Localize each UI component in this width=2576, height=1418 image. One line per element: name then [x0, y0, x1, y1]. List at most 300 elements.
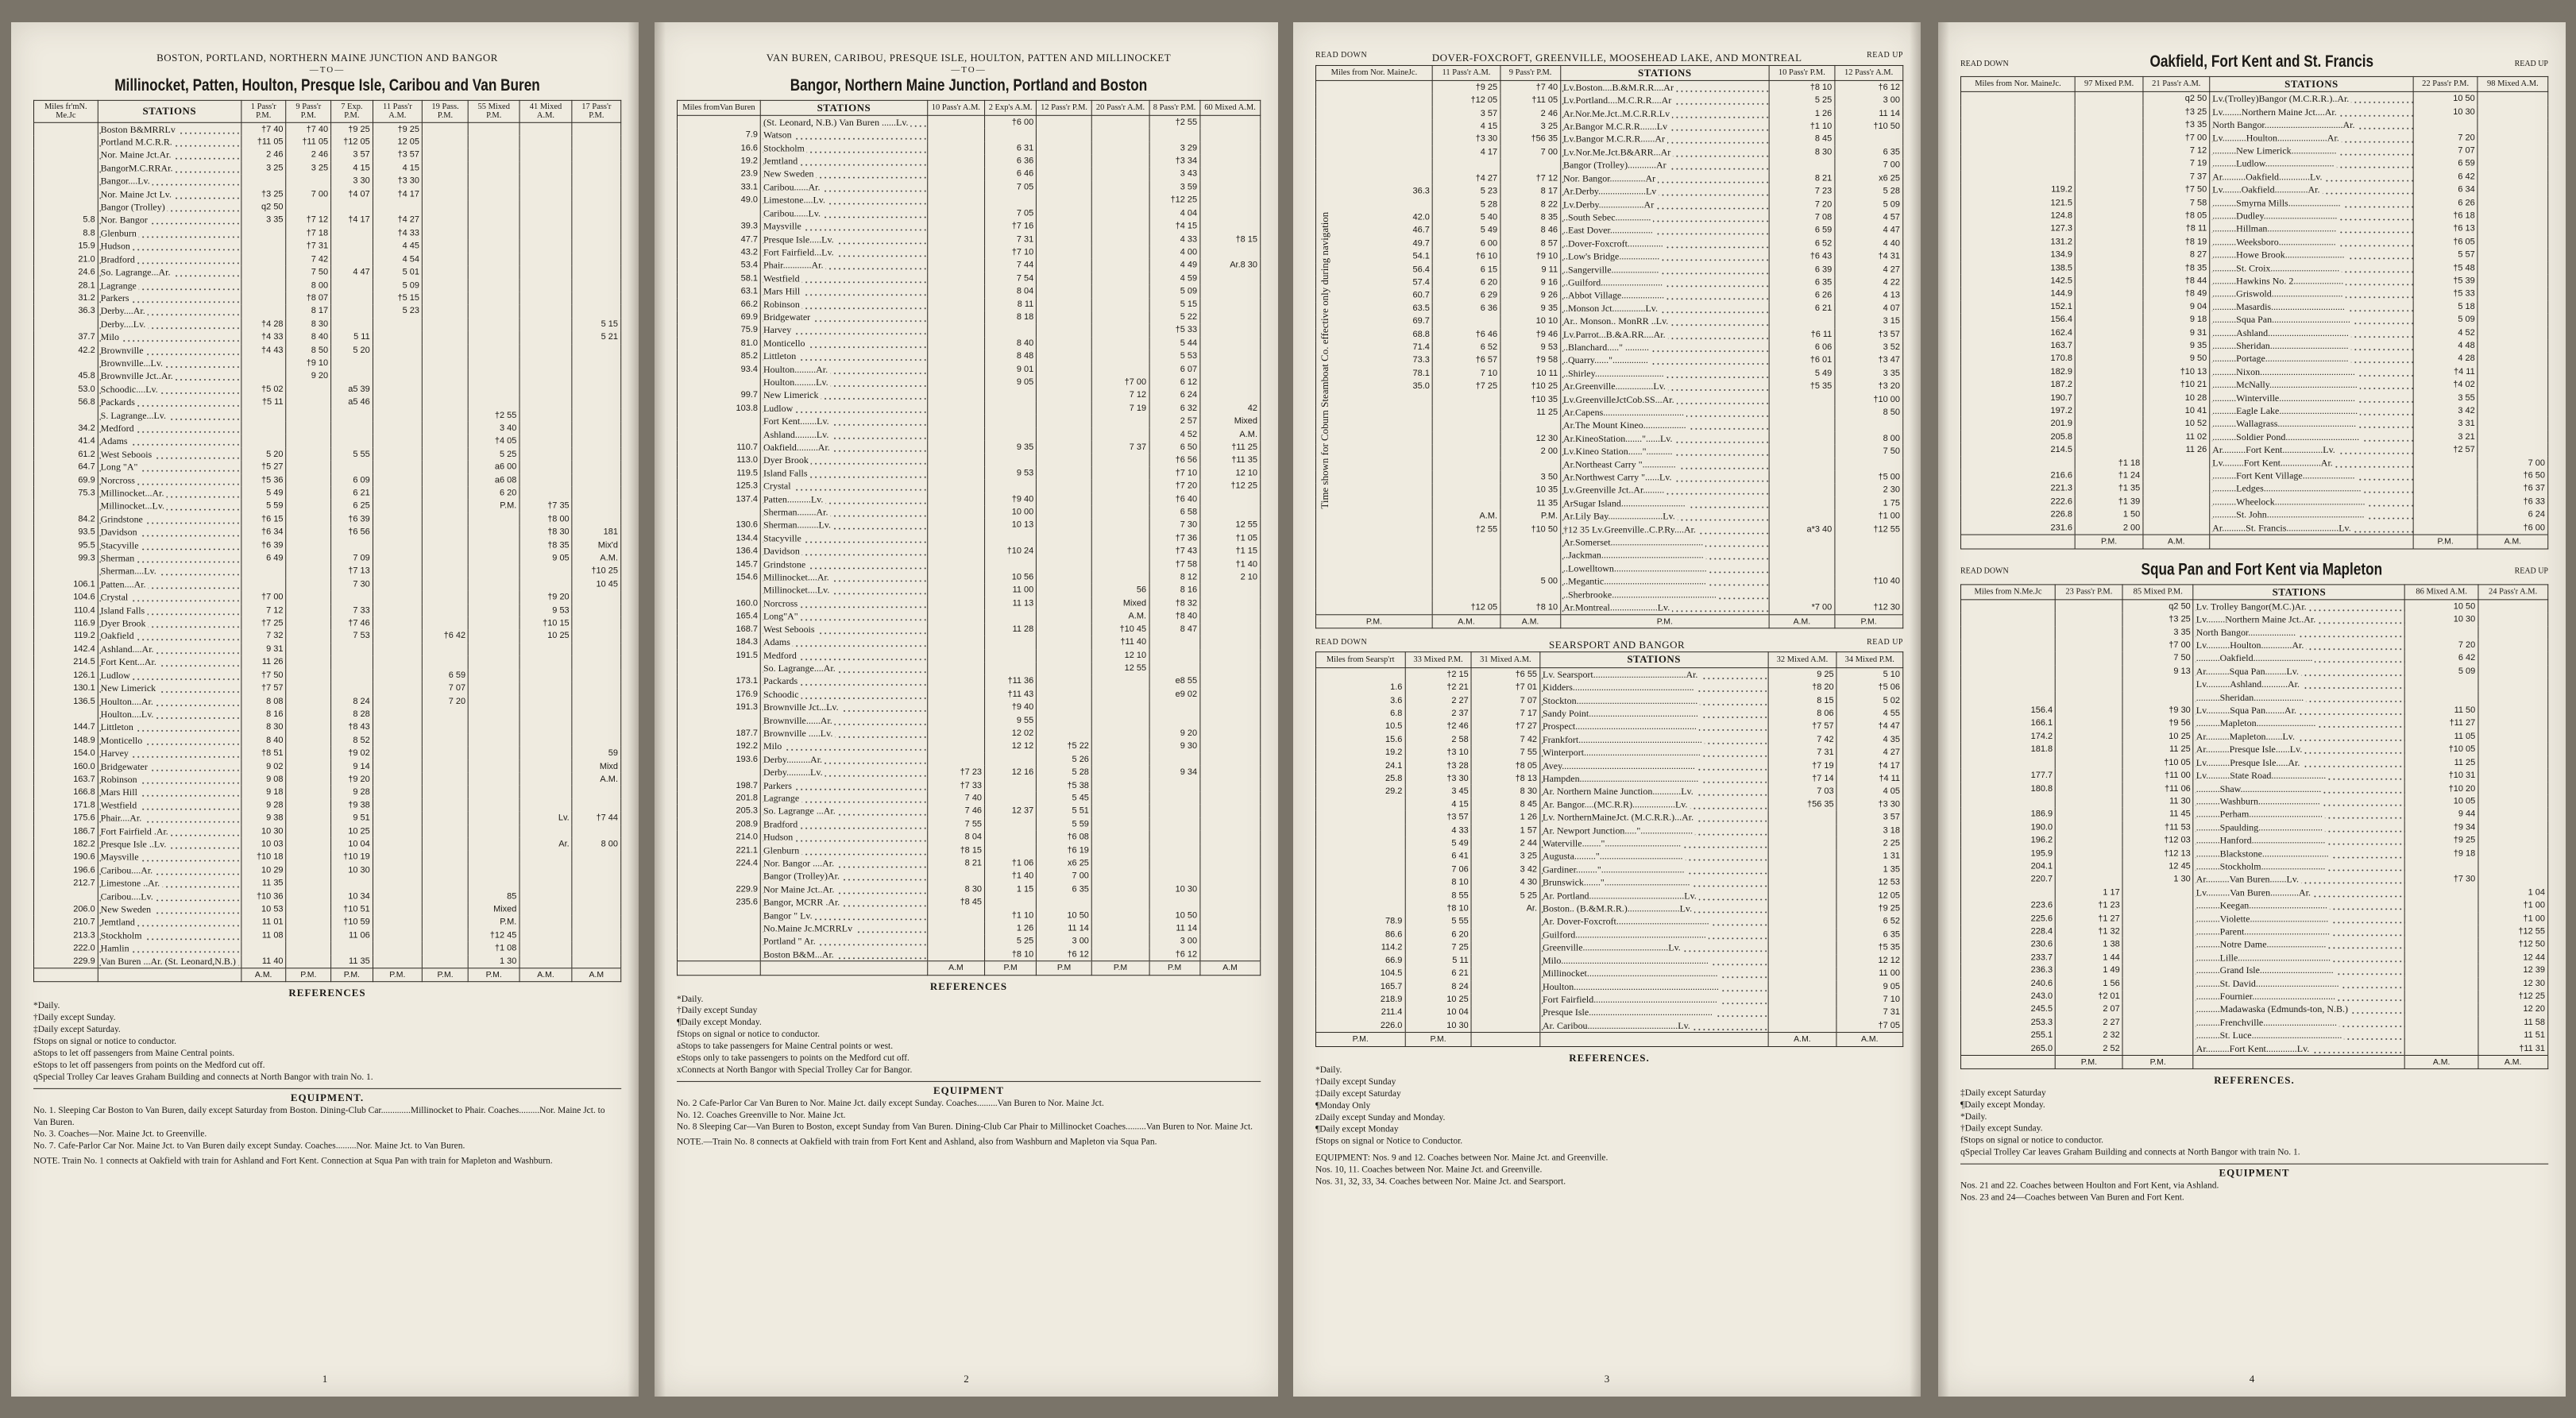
time-cell: †10 13 — [2143, 365, 2210, 378]
time-cell — [2075, 106, 2142, 118]
time-cell: 1 26 — [985, 922, 1037, 934]
time-cell — [241, 253, 286, 265]
miles-cell: 15.9 — [33, 240, 98, 253]
table-row — [33, 902, 620, 915]
time-cell — [572, 630, 620, 643]
miles-cell: 213.3 — [33, 929, 98, 941]
station-name — [2210, 482, 2413, 495]
time-cell: 8 28 — [331, 708, 373, 721]
time-cell — [1835, 549, 1903, 562]
miles-cell: 196.6 — [33, 864, 98, 876]
time-cell — [985, 402, 1037, 415]
miles-cell — [677, 714, 760, 727]
time-cell: 3 25 — [1500, 120, 1561, 133]
time-cell — [927, 519, 984, 531]
time-cell: 6 20 — [1405, 928, 1471, 941]
time-cell: 9 38 — [241, 812, 286, 825]
time-cell: 7 30 — [1149, 519, 1200, 531]
time-cell — [1432, 406, 1500, 419]
time-cell: 7 10 — [1432, 367, 1500, 380]
time-cell — [2478, 118, 2547, 131]
station-name — [1540, 941, 1768, 954]
miles-cell: 196.2 — [1960, 834, 2055, 847]
station-name — [760, 597, 927, 609]
time-cell: 6 36 — [985, 155, 1037, 168]
station-label: Ar. Bangor....(MC.R.R)..................Lv. — [1543, 799, 1690, 810]
time-cell — [519, 369, 572, 382]
station-name — [760, 935, 927, 948]
time-cell — [519, 565, 572, 578]
table-row — [1960, 521, 2547, 535]
time-cell: A.M. — [1091, 610, 1149, 623]
time-cell: †7 35 — [519, 500, 572, 512]
time-cell — [2478, 353, 2547, 365]
time-cell: 5 20 — [241, 448, 286, 461]
station-name — [98, 578, 241, 590]
station-label: Stockholm — [763, 142, 807, 153]
miles-cell: 182.9 — [1960, 365, 2075, 378]
time-cell — [422, 330, 468, 343]
time-cell — [2056, 639, 2123, 651]
miles-cell: 148.9 — [33, 734, 98, 747]
time-cell — [331, 408, 373, 421]
time-cell: 5 25 — [985, 935, 1037, 948]
reference-item: ‡Daily except Saturday — [1960, 1088, 2046, 1099]
time-cell: 8 16 — [1149, 584, 1200, 597]
table-row — [1960, 404, 2547, 417]
station-label: ..........New Limerick................... — [2212, 145, 2338, 156]
time-cell: 7 08 — [1769, 211, 1835, 223]
station-label: Bangor, MCRR .Ar. — [763, 897, 842, 908]
time-cell — [1835, 562, 1903, 574]
station-name — [98, 838, 241, 851]
time-cell — [1037, 519, 1092, 531]
miles-cell: 160.0 — [33, 759, 98, 772]
station-label: Frankfort.................................................... — [1543, 734, 1705, 745]
time-cell: 9 30 — [1149, 740, 1200, 752]
miles-cell: 211.4 — [1315, 1006, 1404, 1018]
time-cell — [286, 786, 331, 798]
station-name — [98, 226, 241, 239]
time-cell: 5 49 — [1769, 367, 1835, 380]
time-cell — [1037, 180, 1092, 193]
ampm-cell: P.M. — [2413, 535, 2478, 548]
time-cell — [519, 864, 572, 876]
station-name — [2193, 652, 2404, 665]
miles-cell — [1315, 863, 1404, 875]
time-cell — [422, 187, 468, 200]
time-cell — [286, 512, 331, 525]
station-label: ..........St. John......................................... — [2212, 509, 2366, 520]
time-cell: 4 27 — [1836, 746, 1902, 759]
station-label: ..Quarry......"............... — [1563, 354, 1651, 365]
time-cell: †9 18 — [2405, 847, 2478, 860]
table-row — [1960, 274, 2547, 287]
time-cell — [241, 435, 286, 447]
table-row — [677, 649, 1260, 662]
time-cell — [286, 695, 331, 708]
time-cell: †56 35 — [1500, 133, 1561, 145]
time-cell — [519, 708, 572, 721]
time-cell — [2413, 496, 2478, 508]
time-cell — [572, 357, 620, 369]
time-cell — [331, 461, 373, 473]
table-row — [677, 792, 1260, 805]
time-cell — [927, 259, 984, 272]
time-cell — [1768, 993, 1836, 1006]
time-cell — [1091, 259, 1149, 272]
time-cell — [331, 305, 373, 318]
time-cell — [985, 649, 1037, 662]
table-row — [677, 480, 1260, 493]
time-cell — [469, 773, 519, 786]
time-cell — [572, 136, 620, 149]
time-cell — [1432, 471, 1500, 484]
time-cell: 9 08 — [241, 773, 286, 786]
time-cell — [1768, 824, 1836, 837]
time-cell: 7 42 — [1471, 733, 1539, 746]
time-cell — [1091, 180, 1149, 193]
station-label: Oakfield.........Ar. — [763, 442, 832, 453]
station-name — [1561, 211, 1769, 223]
time-cell: †6 46 — [1432, 328, 1500, 341]
time-cell — [1769, 419, 1835, 431]
time-cell: 7 44 — [985, 259, 1037, 272]
station-label: New Limerick — [101, 682, 158, 694]
station-name — [98, 669, 241, 682]
time-cell — [422, 655, 468, 668]
time-cell — [1200, 207, 1261, 219]
time-cell — [572, 214, 620, 226]
station-label: ..........Squa Pan................................. — [2212, 314, 2353, 325]
time-cell: 8 30 — [1471, 785, 1539, 798]
table-row — [1960, 313, 2547, 326]
time-cell: 12 55 — [1091, 662, 1149, 674]
time-cell: †9 10 — [286, 357, 331, 369]
time-cell: 10 00 — [985, 506, 1037, 519]
miles-cell: 177.7 — [1960, 769, 2055, 782]
station-name — [760, 467, 927, 480]
station-label: Ar.Greenville................Lv. — [1563, 381, 1668, 392]
station-label: Millinocket....Lv. — [763, 585, 832, 596]
station-label: Bangor (Trolley)............Ar — [1563, 160, 1669, 171]
station-label: Monticello — [101, 735, 145, 746]
time-cell: 9 20 — [286, 369, 331, 382]
time-cell — [2478, 691, 2548, 704]
time-cell — [2405, 912, 2478, 925]
time-cell: Ar. — [519, 838, 572, 851]
time-cell: †7 50 — [2143, 184, 2210, 196]
station-name — [760, 922, 927, 934]
time-cell: 5 40 — [1432, 211, 1500, 223]
time-cell: 9 05 — [1836, 980, 1902, 993]
time-cell — [241, 226, 286, 239]
time-cell — [2056, 600, 2123, 613]
time-cell — [1432, 536, 1500, 549]
time-cell: †4 31 — [1835, 250, 1903, 263]
time-cell: †8 07 — [286, 292, 331, 304]
station-label: Phair............Ar. — [763, 260, 825, 271]
station-name — [98, 630, 241, 643]
references-title: REFERENCES — [929, 979, 1008, 992]
table-row — [33, 448, 620, 461]
miles-cell: 134.9 — [1960, 249, 2075, 261]
table-row — [1960, 769, 2547, 782]
table-row — [1315, 94, 1902, 106]
station-name — [2193, 1016, 2404, 1029]
time-cell: 9 18 — [2143, 313, 2210, 326]
time-cell — [519, 721, 572, 733]
miles-cell — [1315, 172, 1432, 184]
miles-cell: 208.9 — [677, 817, 760, 830]
table-row — [677, 233, 1260, 245]
station-name — [1540, 1006, 1768, 1018]
miles-cell: 85.2 — [677, 350, 760, 362]
time-cell — [519, 461, 572, 473]
timetable-searsport — [1315, 652, 1903, 1047]
time-cell — [1768, 954, 1836, 967]
time-cell: 11 35 — [331, 955, 373, 968]
ampm-cell: A.M. — [2143, 535, 2210, 548]
time-cell — [469, 201, 519, 214]
time-cell — [1037, 324, 1092, 337]
references — [1960, 1074, 2548, 1158]
miles-cell — [1960, 131, 2075, 144]
station-name — [760, 272, 927, 284]
column-header: 10 Pass'r A.M. — [927, 100, 984, 115]
miles-cell: 205.3 — [677, 805, 760, 817]
table-row — [1315, 536, 1902, 549]
time-cell: 5 23 — [373, 305, 422, 318]
station-label: Long "A" — [101, 462, 141, 473]
to-divider: —TO— — [309, 64, 346, 75]
table-row — [1960, 847, 2547, 860]
time-cell: 7 46 — [927, 805, 984, 817]
station-label: ..Monson Jct..............Lv. — [1563, 303, 1660, 314]
time-cell — [519, 916, 572, 929]
table-row — [1960, 326, 2547, 339]
miles-cell — [33, 890, 98, 902]
time-cell — [286, 473, 331, 486]
table-row — [1960, 821, 2547, 833]
time-cell: †7 33 — [927, 779, 984, 791]
table-row — [33, 265, 620, 278]
column-header: 8 Pass'r P.M. — [1149, 100, 1200, 115]
time-cell — [1768, 876, 1836, 889]
time-cell — [572, 929, 620, 941]
miles-cell — [1315, 824, 1404, 837]
station-name — [98, 539, 241, 551]
time-cell — [469, 318, 519, 330]
miles-cell: 119.5 — [677, 467, 760, 480]
to-divider: —TO— — [951, 64, 987, 75]
time-cell: †6 39 — [331, 512, 373, 525]
station-label: Sandy Point.............................................. — [1543, 708, 1701, 719]
time-cell — [331, 318, 373, 330]
time-cell — [2413, 508, 2478, 521]
time-cell — [373, 864, 422, 876]
miles-cell — [1315, 484, 1432, 496]
station-name — [98, 408, 241, 421]
time-cell — [1500, 419, 1561, 431]
miles-cell: 230.6 — [1960, 938, 2055, 951]
station-name — [760, 259, 927, 272]
time-cell: †12 25 — [1200, 480, 1261, 493]
station-label: Lv.Boston....B.&M.R.R....Ar — [1563, 82, 1676, 93]
time-cell — [1037, 896, 1092, 909]
table-row — [33, 773, 620, 786]
column-header: 97 Mixed P.M. — [2075, 76, 2142, 91]
station-label: No.Maine Jc.MCRRLv — [763, 922, 855, 933]
time-cell — [1768, 902, 1836, 914]
stations-header: STATIONS — [1540, 652, 1768, 667]
station-label: Limestone ..Ar. — [101, 878, 162, 889]
table-row — [677, 831, 1260, 844]
time-cell — [927, 636, 984, 648]
time-cell — [2075, 118, 2142, 131]
time-cell: 1 35 — [1836, 863, 1902, 875]
table-row — [1960, 782, 2547, 794]
time-cell: 11 51 — [2478, 1029, 2548, 1041]
station-label: Ar.KineoStation......."......Lv. — [1563, 433, 1674, 444]
time-cell — [927, 363, 984, 376]
time-cell — [572, 851, 620, 864]
time-cell — [985, 415, 1037, 427]
time-cell: †6 34 — [241, 526, 286, 539]
time-cell — [422, 616, 468, 629]
time-cell — [422, 448, 468, 461]
time-cell: 9 28 — [241, 799, 286, 812]
table-row — [1960, 990, 2547, 1003]
station-name — [1561, 159, 1769, 172]
time-cell — [519, 265, 572, 278]
miles-cell — [1315, 889, 1404, 902]
time-cell: †7 40 — [286, 122, 331, 136]
miles-cell — [33, 408, 98, 421]
table-row — [33, 187, 620, 200]
station-label: ..South Sebec............... — [1563, 211, 1653, 222]
miles-cell: 160.0 — [677, 597, 760, 609]
reference-item: zDaily except Sunday and Monday. — [1315, 1112, 1446, 1122]
table-row — [33, 708, 620, 721]
time-cell: 10 13 — [985, 519, 1037, 531]
time-cell: 11 08 — [241, 929, 286, 941]
station-name — [98, 902, 241, 915]
time-cell — [2122, 990, 2193, 1003]
time-cell — [286, 487, 331, 500]
station-name — [2210, 496, 2413, 508]
time-cell: 11 25 — [2122, 743, 2193, 755]
time-cell: 6 59 — [422, 669, 468, 682]
time-cell — [927, 245, 984, 258]
time-cell — [286, 578, 331, 590]
time-cell — [1149, 870, 1200, 883]
time-cell — [1200, 141, 1261, 154]
miles-cell: 19.2 — [1315, 746, 1404, 759]
table-row — [677, 935, 1260, 948]
time-cell — [2075, 326, 2142, 339]
station-label: Ar.Northwest Carry "......Lv. — [1563, 472, 1674, 483]
miles-cell — [1315, 588, 1432, 601]
miles-cell: 81.0 — [677, 337, 760, 350]
time-cell: 7 12 — [241, 604, 286, 616]
time-cell: 5 18 — [2413, 300, 2478, 313]
time-cell — [286, 616, 331, 629]
equipment-item: No. 8 Sleeping Car—Van Buren to Boston, except Sunday from Van Buren. Dining-Club Car Phair to Millinocket Coaches.........Van Buren to Nor. Maine Jct. — [677, 1122, 1253, 1132]
table-row — [33, 747, 620, 759]
time-cell: 7 00 — [2478, 456, 2547, 469]
station-label: Ar. Caribou......................................Lv. — [1543, 1020, 1693, 1031]
time-cell — [469, 330, 519, 343]
station-label: Derby....Lv. — [101, 319, 149, 330]
time-cell — [519, 955, 572, 968]
table-row — [1315, 889, 1902, 902]
time-cell — [1768, 889, 1836, 902]
station-name — [98, 759, 241, 772]
station-name — [2210, 326, 2413, 339]
station-label: †12 35 Lv.Greenville..C.P.Ry....Ar. — [1563, 524, 1698, 535]
time-cell: 2 52 — [2056, 1042, 2123, 1056]
time-cell: †5 35 — [1769, 380, 1835, 392]
time-cell: 6 52 — [1769, 237, 1835, 249]
time-cell: †6 19 — [1037, 844, 1092, 856]
station-name — [98, 136, 241, 149]
time-cell — [373, 773, 422, 786]
equipment — [677, 1081, 1261, 1134]
time-cell — [927, 701, 984, 713]
miles-cell: 198.7 — [677, 779, 760, 791]
time-cell: 5 11 — [331, 330, 373, 343]
time-cell: †1 10 — [985, 909, 1037, 922]
station-label: North Bangor.................................Ar. — [2212, 119, 2357, 130]
ampm-cell: A.M. — [1432, 614, 1500, 628]
column-header: 12 Pass'r P.M. — [1037, 100, 1092, 115]
station-name — [98, 786, 241, 798]
miles-cell: 142.4 — [33, 643, 98, 655]
time-cell: a*3 40 — [1769, 523, 1835, 535]
station-name — [1540, 889, 1768, 902]
miles-cell — [33, 187, 98, 200]
station-label: Patten....Ar. — [101, 578, 149, 589]
time-cell — [373, 734, 422, 747]
equipment-title: EQUIPMENT — [1960, 1164, 2548, 1180]
table-row — [33, 929, 620, 941]
time-cell — [572, 122, 620, 136]
station-name — [2210, 339, 2413, 352]
time-cell — [1091, 714, 1149, 727]
time-cell: 2 07 — [2056, 1003, 2123, 1016]
time-cell: 7 31 — [1836, 1006, 1902, 1018]
table-row — [1315, 250, 1902, 263]
time-cell — [1149, 779, 1200, 791]
time-cell: †3 47 — [1835, 354, 1903, 366]
miles-cell: 28.1 — [33, 279, 98, 292]
reference-item: ‡Daily except Saturday — [1315, 1089, 1401, 1099]
equipment-item: No. 3. Coaches—Nor. Maine Jct. to Greenville. — [33, 1129, 207, 1139]
miles-cell: 225.6 — [1960, 912, 2055, 925]
miles-cell — [1315, 471, 1432, 484]
time-cell — [469, 799, 519, 812]
time-cell — [241, 265, 286, 278]
equipment-item: No. 12. Coaches Greenville to Nor. Maine Jct. — [677, 1110, 846, 1120]
station-label: Ar. Newport Junction....."...................... — [1543, 825, 1695, 836]
time-cell — [1091, 115, 1149, 129]
time-cell: †2 15 — [1405, 667, 1471, 681]
time-cell: 9 05 — [519, 552, 572, 565]
time-cell: 9 25 — [1768, 667, 1836, 681]
table-row — [33, 864, 620, 876]
time-cell: 6 09 — [331, 473, 373, 486]
